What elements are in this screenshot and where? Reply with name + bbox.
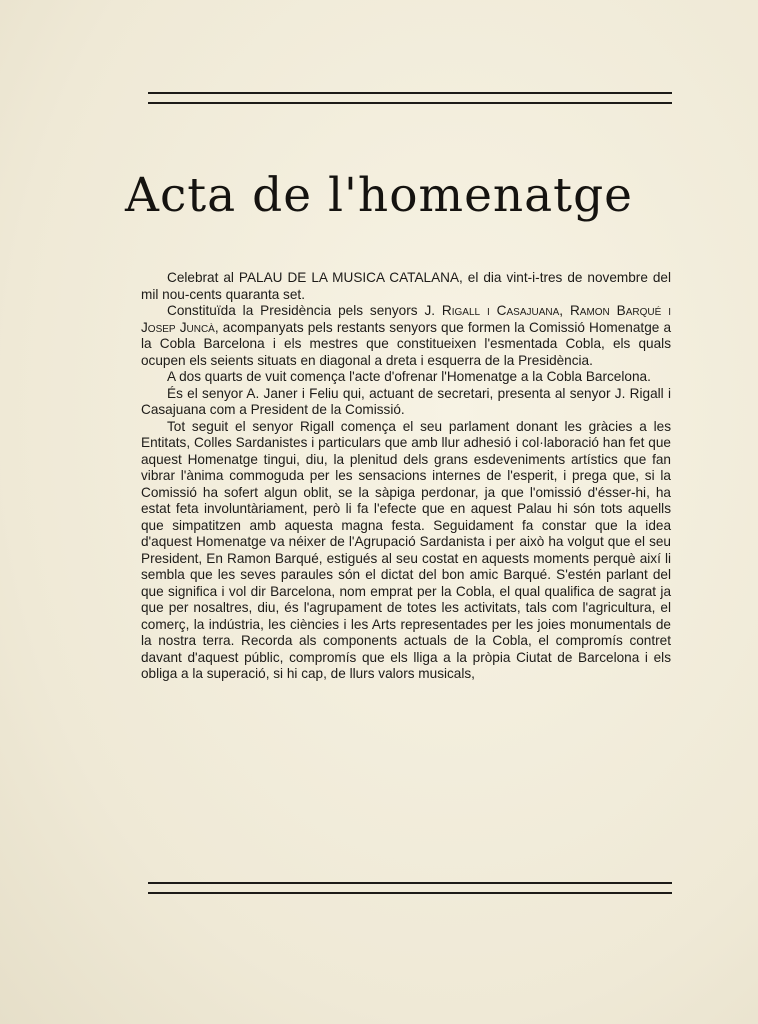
paragraph-text: Celebrat al PALAU DE LA MUSICA CATALANA, el dia vint-i-tres de novembre del mil nou-cents quaranta set. bbox=[141, 270, 671, 302]
top-double-rule bbox=[148, 92, 672, 104]
paragraph-text: Constituïda la Presidència pels senyors bbox=[167, 303, 425, 318]
paragraph bbox=[141, 369, 671, 386]
paragraph bbox=[141, 270, 671, 303]
rule-line bbox=[148, 892, 672, 894]
paragraph-text: És el senyor A. Janer i Feliu qui, actuant de secretari, presenta al senyor J. Rigall i Casajuana com a President de la Comissió. bbox=[141, 385, 671, 417]
paragraph bbox=[141, 419, 671, 683]
page-title: Acta de l'homenatge bbox=[125, 168, 633, 223]
paragraph-text: A dos quarts de vuit comença l'acte d'ofrenar l'Homenatge a la Cobla Barcelona. bbox=[167, 369, 651, 384]
rule-line bbox=[148, 102, 672, 104]
bottom-double-rule bbox=[148, 882, 672, 894]
rule-line bbox=[148, 882, 672, 884]
paragraph bbox=[141, 386, 671, 419]
paragraph-text: Tot seguit el senyor Rigall comença el seu parlament donant les gràcies a les Entitats, Colles Sardanistes i particulars que amb llur adhesió i col·laboració han fet que aquest Homenatge tingui, diu, la plenitud dels grans esdeveniments artístics que fan vibrar l'ànima commoguda per les sensacions internes de l'esperit, i prega que, si la Comissió ha sofert algun oblit, se la sàpiga perdonar, ja que l'omissió d'ésser-hi, ha estat feta involuntàriament, però li fa l'efecte que en aquest Palau hi són tots aquells que simpatitzen amb aquesta magna festa. Seguidament fa constar que la idea d'aquest Homenatge va néixer de l'Agrupació Sardanista i per això ha volgut que el seu President, En Ramon Barqué, estigués al seu costat en aquests moments perquè així li sembla que les seves paraules són el dictat del bon amic Barqué. S'estén parlant del que significa i vol dir Barcelona, nom emprat per la Cobla, el qual qualifica de sagrat ja que per nosaltres, diu, és l'agrupament de totes les activitats, tals com l'agricultura, el comerç, la indústria, les ciències i les Arts representades per les joies monumentals de la nostra terra. Recorda als components actuals de la Cobla, el compromís contret davant d'aquest públic, compromís que els lliga a la pròpia Ciutat de Barcelona i els obliga a la superació, si hi cap, de llurs valors musicals, bbox=[141, 418, 671, 681]
body-text bbox=[141, 270, 671, 683]
paragraph-text: , acompanyats pels restants senyors que formen la Comissió Homenatge a la Cobla Barcelona i els mestres que constitueixen l'esmentada Cobla, els quals ocupen els seients situats en diagonal a dreta i esquerra de la Presidència. bbox=[141, 319, 672, 368]
names-smallcaps: J. Rigall i Casajuana, Ramon Barqué i Josep Juncà bbox=[141, 303, 671, 335]
paragraph bbox=[141, 303, 671, 369]
rule-line bbox=[148, 92, 672, 94]
